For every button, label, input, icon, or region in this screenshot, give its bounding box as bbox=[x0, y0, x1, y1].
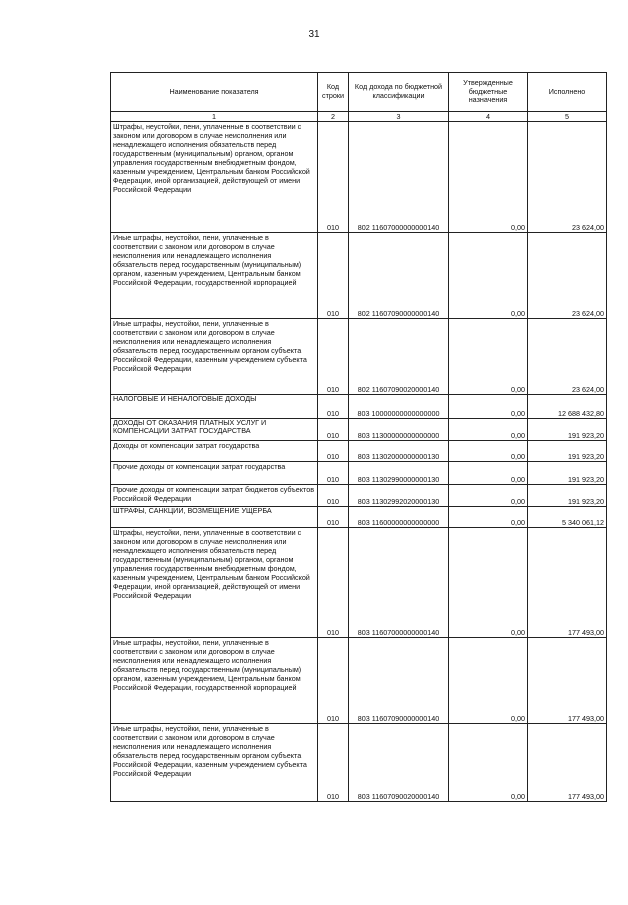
table-row bbox=[111, 441, 607, 462]
budget-code: 803 11607000000000140 bbox=[349, 528, 449, 638]
header-budget-code: Код дохода по бюджетной классификации bbox=[349, 73, 449, 112]
header-executed: Исполнено bbox=[528, 73, 607, 112]
indicator-name: Иные штрафы, неустойки, пени, уплаченные в соответствии с законом или договором в случае неисполнения или ненадлежащего исполнения обязательств перед государственным органом субъекта Российской Федерации, казенным учреждением субъекта Российской Федерации bbox=[111, 319, 318, 395]
approved-amount: 0,00 bbox=[449, 485, 528, 507]
table-row bbox=[111, 528, 607, 638]
revenue-table bbox=[110, 72, 607, 802]
executed-amount: 191 923,20 bbox=[528, 462, 607, 485]
line-code: 010 bbox=[318, 122, 349, 233]
column-number-row bbox=[111, 112, 607, 122]
table-row bbox=[111, 395, 607, 419]
approved-amount: 0,00 bbox=[449, 419, 528, 441]
indicator-name: Доходы от компенсации затрат государства bbox=[111, 441, 318, 462]
approved-amount: 0,00 bbox=[449, 233, 528, 319]
budget-code: 803 11300000000000000 bbox=[349, 419, 449, 441]
approved-amount: 0,00 bbox=[449, 528, 528, 638]
executed-amount: 23 624,00 bbox=[528, 233, 607, 319]
approved-amount: 0,00 bbox=[449, 638, 528, 724]
indicator-name: ШТРАФЫ, САНКЦИИ, ВОЗМЕЩЕНИЕ УЩЕРБА bbox=[111, 507, 318, 528]
column-number: 5 bbox=[528, 112, 607, 122]
indicator-name: ДОХОДЫ ОТ ОКАЗАНИЯ ПЛАТНЫХ УСЛУГ И КОМПЕНСАЦИИ ЗАТРАТ ГОСУДАРСТВА bbox=[111, 419, 318, 441]
table-row bbox=[111, 462, 607, 485]
executed-amount: 5 340 061,12 bbox=[528, 507, 607, 528]
column-number: 2 bbox=[318, 112, 349, 122]
approved-amount: 0,00 bbox=[449, 319, 528, 395]
approved-amount: 0,00 bbox=[449, 462, 528, 485]
budget-code: 803 11302992020000130 bbox=[349, 485, 449, 507]
table-row bbox=[111, 122, 607, 233]
line-code: 010 bbox=[318, 319, 349, 395]
budget-code: 803 11302990000000130 bbox=[349, 462, 449, 485]
page-number: 31 bbox=[308, 29, 320, 40]
indicator-name: Прочие доходы от компенсации затрат бюджетов субъектов Российской Федерации bbox=[111, 485, 318, 507]
line-code: 010 bbox=[318, 462, 349, 485]
table-row bbox=[111, 638, 607, 724]
column-number: 4 bbox=[449, 112, 528, 122]
header-approved: Утвержденные бюджетные назначения bbox=[449, 73, 528, 112]
executed-amount: 23 624,00 bbox=[528, 319, 607, 395]
line-code: 010 bbox=[318, 441, 349, 462]
approved-amount: 0,00 bbox=[449, 395, 528, 419]
executed-amount: 177 493,00 bbox=[528, 638, 607, 724]
line-code: 010 bbox=[318, 419, 349, 441]
executed-amount: 177 493,00 bbox=[528, 724, 607, 802]
indicator-name: Штрафы, неустойки, пени, уплаченные в соответствии с законом или договором в случае неисполнения или ненадлежащего исполнения обязательств перед государственным (муниципальным) органом, органом управления государственным внебюджетным фондом, казенным учреждением, Центральным банком Российской Федерации, иной организацией, действующей от имени Российской Федерации bbox=[111, 528, 318, 638]
table-row bbox=[111, 233, 607, 319]
header-line-code: Код строки bbox=[318, 73, 349, 112]
budget-code: 802 11607090000000140 bbox=[349, 233, 449, 319]
header-indicator-name: Наименование показателя bbox=[111, 73, 318, 112]
indicator-name: НАЛОГОВЫЕ И НЕНАЛОГОВЫЕ ДОХОДЫ bbox=[111, 395, 318, 419]
executed-amount: 191 923,20 bbox=[528, 485, 607, 507]
indicator-name: Штрафы, неустойки, пени, уплаченные в соответствии с законом или договором в случае неисполнения или ненадлежащего исполнения обязательств перед государственным (муниципальным) органом, органом управления государственным внебюджетным фондом, казенным учреждением, Центральным банком Российской Федерации, иной организацией, действующей от имени Российской Федерации bbox=[111, 122, 318, 233]
indicator-name: Иные штрафы, неустойки, пени, уплаченные в соответствии с законом или договором в случае неисполнения или ненадлежащего исполнения обязательств перед государственным органом субъекта Российской Федерации, казенным учреждением субъекта Российской Федерации bbox=[111, 724, 318, 802]
budget-code: 803 11607090020000140 bbox=[349, 724, 449, 802]
line-code: 010 bbox=[318, 638, 349, 724]
line-code: 010 bbox=[318, 485, 349, 507]
line-code: 010 bbox=[318, 528, 349, 638]
indicator-name: Иные штрафы, неустойки, пени, уплаченные в соответствии с законом или договором в случае неисполнения или ненадлежащего исполнения обязательств перед государственным (муниципальным) органом, казенным учреждением, Центральным банком Российской Федерации, государственной корпорацией bbox=[111, 233, 318, 319]
table-row bbox=[111, 724, 607, 802]
budget-code: 802 11607090020000140 bbox=[349, 319, 449, 395]
table-row bbox=[111, 507, 607, 528]
line-code: 010 bbox=[318, 395, 349, 419]
executed-amount: 191 923,20 bbox=[528, 419, 607, 441]
executed-amount: 177 493,00 bbox=[528, 528, 607, 638]
column-number: 1 bbox=[111, 112, 318, 122]
table-row bbox=[111, 319, 607, 395]
executed-amount: 12 688 432,80 bbox=[528, 395, 607, 419]
indicator-name: Иные штрафы, неустойки, пени, уплаченные в соответствии с законом или договором в случае неисполнения или ненадлежащего исполнения обязательств перед государственным (муниципальным) органом, казенным учреждением, Центральным банком Российской Федерации, государственной корпорацией bbox=[111, 638, 318, 724]
line-code: 010 bbox=[318, 507, 349, 528]
indicator-name: Прочие доходы от компенсации затрат государства bbox=[111, 462, 318, 485]
approved-amount: 0,00 bbox=[449, 507, 528, 528]
executed-amount: 191 923,20 bbox=[528, 441, 607, 462]
table-row bbox=[111, 485, 607, 507]
line-code: 010 bbox=[318, 233, 349, 319]
header-row bbox=[111, 73, 607, 112]
budget-code: 803 10000000000000000 bbox=[349, 395, 449, 419]
approved-amount: 0,00 bbox=[449, 724, 528, 802]
table-row bbox=[111, 419, 607, 441]
budget-code: 802 11607000000000140 bbox=[349, 122, 449, 233]
budget-code: 803 11607090000000140 bbox=[349, 638, 449, 724]
line-code: 010 bbox=[318, 724, 349, 802]
column-number: 3 bbox=[349, 112, 449, 122]
budget-code: 803 11600000000000000 bbox=[349, 507, 449, 528]
budget-code: 803 11302000000000130 bbox=[349, 441, 449, 462]
approved-amount: 0,00 bbox=[449, 122, 528, 233]
approved-amount: 0,00 bbox=[449, 441, 528, 462]
executed-amount: 23 624,00 bbox=[528, 122, 607, 233]
